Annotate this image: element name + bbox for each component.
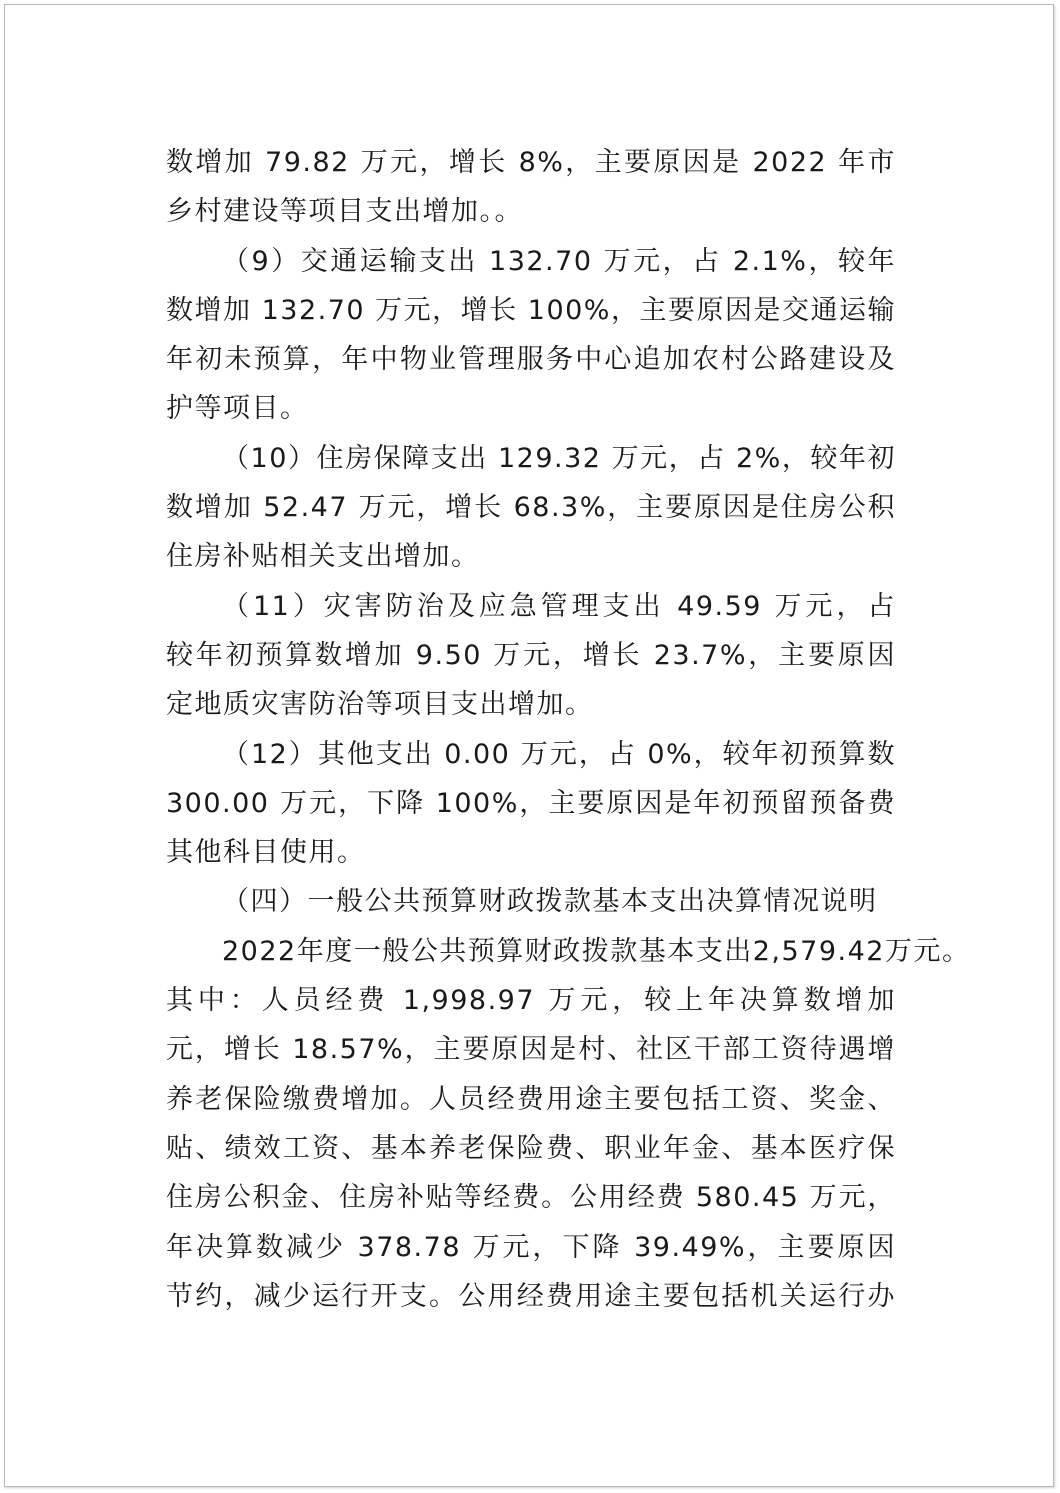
text-line: 数增加 79.82 万元，增长 8%，主要原因是 2022 年市 <box>166 147 896 178</box>
text-line: 定地质灾害防治等项目支出增加。 <box>166 689 594 721</box>
text-line: 护等项目。 <box>166 393 309 425</box>
text-line: 养老保险缴费增加。人员经费用途主要包括工资、奖金、 <box>166 1083 896 1115</box>
text-line: （11）灾害防治及应急管理支出 49.59 万元，占 <box>222 590 896 622</box>
text-line: 其他科目使用。 <box>166 837 366 869</box>
text-line: 节约，减少运行开支。公用经费用途主要包括机关运行办 <box>166 1280 896 1312</box>
text-line: 2022年度一般公共预算财政拨款基本支出2,579.42万元。 <box>222 935 971 967</box>
text-line: 贴、绩效工资、基本养老保险费、职业年金、基本医疗保 <box>166 1132 896 1164</box>
text-line: 元，增长 18.57%，主要原因是村、社区干部工资待遇增 <box>166 1034 896 1066</box>
text-line: 数增加 52.47 万元，增长 68.3%，主要原因是住房公积 <box>166 492 896 524</box>
document-body <box>166 138 971 1321</box>
text-line: 年初未预算，年中物业管理服务中心追加农村公路建设及 <box>166 344 896 376</box>
text-line: 住房公积金、住房补贴等经费。公用经费 580.45 万元， <box>166 1182 896 1214</box>
text-line: （12）其他支出 0.00 万元，占 0%，较年初预算数 <box>222 738 896 770</box>
text-line: 其中：人员经费 1,998.97 万元，较上年决算数增加 <box>166 985 896 1017</box>
text-line: （9）交通运输支出 132.70 万元，占 2.1%，较年 <box>222 245 896 277</box>
text-line: 300.00 万元，下降 100%，主要原因是年初预留预备费 <box>166 787 896 819</box>
text-line: 乡村建设等项目支出增加。。 <box>166 196 523 228</box>
text-line: 数增加 132.70 万元，增长 100%，主要原因是交通运输 <box>166 294 896 326</box>
section-heading: （四）一般公共预算财政拨款基本支出决算情况说明 <box>222 886 878 918</box>
text-line: 年决算数减少 378.78 万元，下降 39.49%，主要原因 <box>166 1231 896 1263</box>
text-line: （10）住房保障支出 129.32 万元，占 2%，较年初 <box>222 442 896 474</box>
text-line: 住房补贴相关支出增加。 <box>166 541 480 573</box>
text-line: 较年初预算数增加 9.50 万元，增长 23.7%，主要原因 <box>166 639 896 671</box>
